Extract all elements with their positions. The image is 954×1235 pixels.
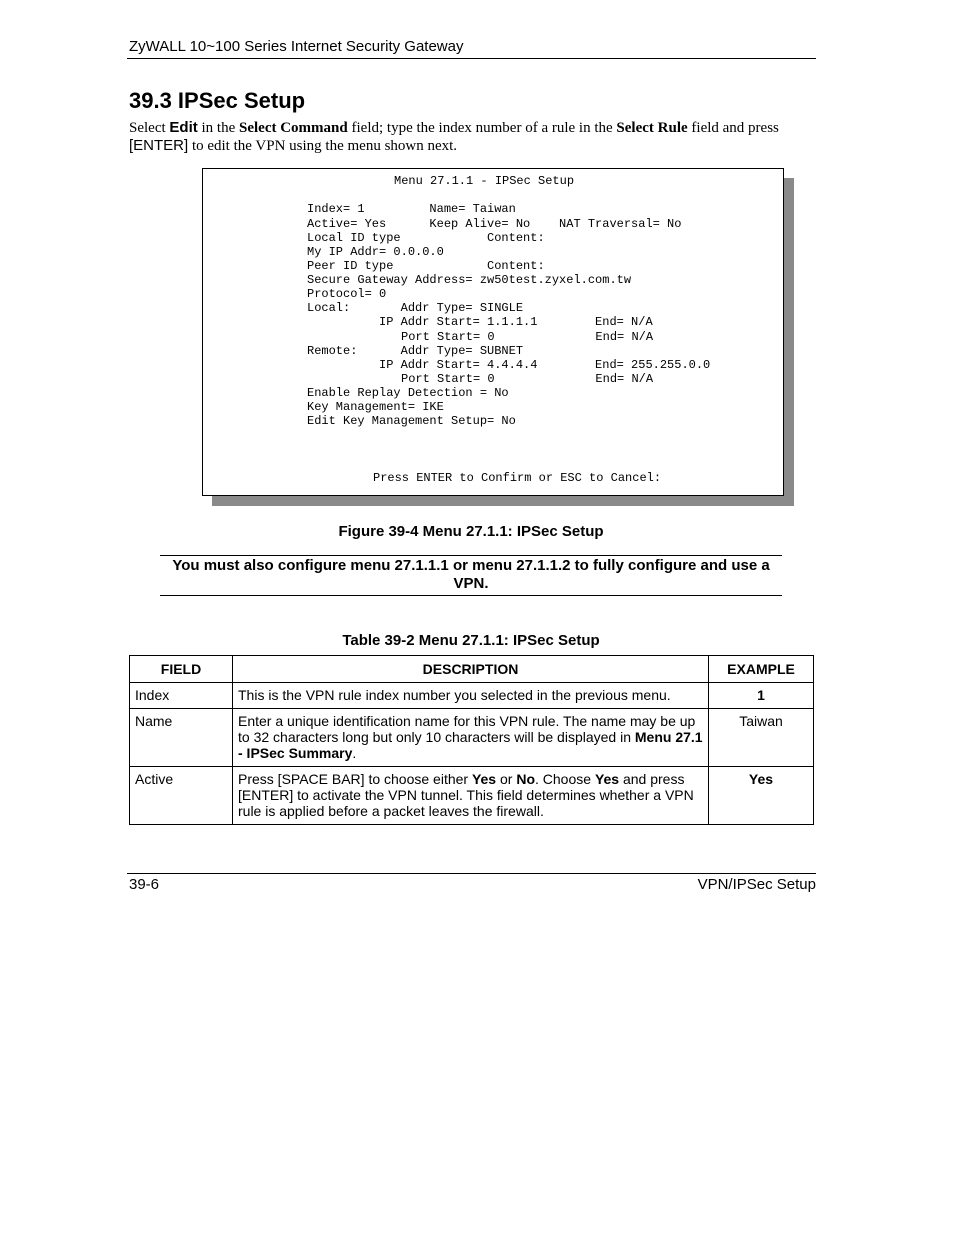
description-text: Press [SPACE BAR] to choose either <box>238 771 472 787</box>
terminal-line: Protocol= 0 <box>307 287 387 301</box>
footer-rule <box>127 873 816 874</box>
footer-section: VPN/IPSec Setup <box>697 876 816 893</box>
intro-text: field and press <box>687 120 779 136</box>
footer-page-number: 39-6 <box>129 876 160 893</box>
terminal-prompt: Press ENTER to Confirm or ESC to Cancel: <box>373 471 662 485</box>
terminal-line: Index= 1 Name= Taiwan <box>307 202 516 216</box>
field-table <box>129 655 814 825</box>
terminal-line: Remote: Addr Type= SUBNET <box>307 344 524 358</box>
example-cell: 1 <box>709 683 814 709</box>
description-bold: Menu 27.1 - IPSec Summary <box>238 729 703 761</box>
table-caption: Table 39-2 Menu 27.1.1: IPSec Setup <box>342 632 600 649</box>
table-row <box>130 683 814 709</box>
intro-edit: Edit <box>169 119 198 136</box>
terminal-line: IP Addr Start= 1.1.1.1 End= N/A <box>379 315 653 329</box>
description-text: or <box>496 771 517 787</box>
note-rule-bottom <box>160 595 782 596</box>
terminal-line: Enable Replay Detection = No <box>307 386 509 400</box>
terminal-line: Local ID type Content: <box>307 231 545 245</box>
header-field: FIELD <box>130 656 233 683</box>
description-cell <box>233 683 709 709</box>
description-bold: No <box>516 771 535 787</box>
description-text: and press [ENTER] to activate the VPN tunnel. This field determines whether a VPN rule is applied before a packet leaves the firewall. <box>238 771 694 819</box>
intro-text: in the <box>197 120 239 136</box>
description-text: . Choose <box>535 771 595 787</box>
field-cell: Active <box>130 767 233 825</box>
terminal-line: My IP Addr= 0.0.0.0 <box>307 245 444 259</box>
note-text: You must also configure menu 27.1.1.1 or menu 27.1.1.2 to fully configure and use a VPN. <box>172 557 770 592</box>
intro-enter-key: [ENTER] <box>129 137 189 154</box>
table-row <box>130 767 814 825</box>
table-row <box>130 709 814 767</box>
description-cell <box>233 709 709 767</box>
intro-paragraph <box>129 119 819 155</box>
description-text: Enter a unique identification name for this VPN rule. The name may be up to 32 characters long but only 10 characters will be displayed in <box>238 713 696 745</box>
header-example: EXAMPLE <box>709 656 814 683</box>
terminal-line: IP Addr Start= 4.4.4.4 End= 255.255.0.0 <box>379 358 711 372</box>
intro-select-command: Select Command <box>239 120 348 136</box>
description-cell <box>233 767 709 825</box>
section-heading: 39.3 IPSec Setup <box>129 88 306 113</box>
terminal-line: Port Start= 0 End= N/A <box>401 330 654 344</box>
terminal-line: Edit Key Management Setup= No <box>307 414 516 428</box>
terminal-line: Active= Yes Keep Alive= No NAT Traversal= No <box>307 217 682 231</box>
description-text: . <box>352 745 357 761</box>
terminal-screen <box>202 168 784 496</box>
intro-select-rule: Select Rule <box>616 120 688 136</box>
field-cell: Name <box>130 709 233 767</box>
field-cell: Index <box>130 683 233 709</box>
header-description: DESCRIPTION <box>233 656 709 683</box>
terminal-line: Key Management= IKE <box>307 400 444 414</box>
header-rule <box>127 58 816 59</box>
terminal-line: Port Start= 0 End= N/A <box>401 372 654 386</box>
figure-caption: Figure 39-4 Menu 27.1.1: IPSec Setup <box>338 523 604 540</box>
terminal-title: Menu 27.1.1 - IPSec Setup <box>394 174 575 188</box>
terminal-line: Peer ID type Content: <box>307 259 545 273</box>
example-cell: Yes <box>709 767 814 825</box>
table-header-row <box>130 656 814 683</box>
running-header: ZyWALL 10~100 Series Internet Security Gateway <box>129 38 464 55</box>
description-text: This is the VPN rule index number you selected in the previous menu. <box>238 687 671 703</box>
terminal-line: Local: Addr Type= SINGLE <box>307 301 524 315</box>
note-rule-top <box>160 555 782 556</box>
description-bold: Yes <box>471 771 497 787</box>
terminal-line: Secure Gateway Address= zw50test.zyxel.com.tw <box>307 273 632 287</box>
example-cell: Taiwan <box>709 709 814 767</box>
intro-text: field; type the index number of a rule in the <box>347 120 617 136</box>
intro-text: Select <box>129 120 170 136</box>
intro-text: to edit the VPN using the menu shown next. <box>188 138 458 154</box>
description-bold: Yes <box>594 771 620 787</box>
